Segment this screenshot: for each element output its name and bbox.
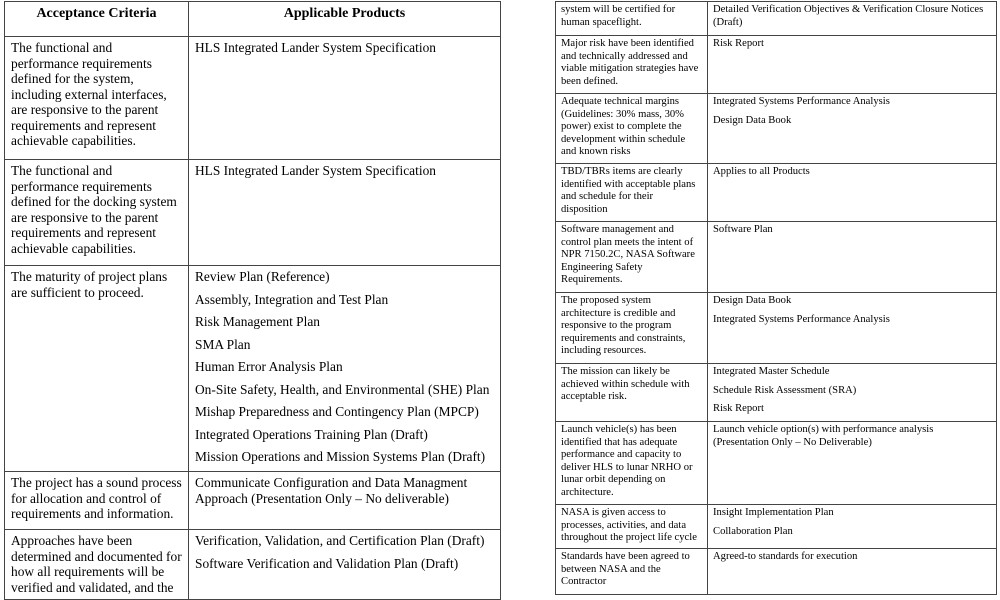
- table-row: [556, 164, 997, 222]
- right-criteria-table: [555, 1, 997, 595]
- table-row: [556, 293, 997, 364]
- product-item: Insight Implementation Plan: [713, 507, 834, 518]
- product-item: Mission Operations and Mission Systems Plan (Draft): [195, 449, 486, 464]
- products-cell: [708, 505, 997, 549]
- product-item: Assembly, Integration and Test Plan: [195, 291, 389, 307]
- products-cell: [189, 472, 501, 530]
- product-item: Human Error Analysis Plan: [195, 359, 343, 374]
- table-row: [556, 36, 997, 94]
- products-cell: [708, 422, 997, 505]
- product-item: Communicate Configuration and Data Managment Approach (Presentation Only – No deliverable): [195, 475, 468, 506]
- table-row: [556, 549, 997, 595]
- criteria-cell: Approaches have been determined and documented for how all requirements will be verified and validated, and the: [5, 530, 189, 600]
- criteria-cell: system will be certified for human spaceflight.: [556, 2, 708, 36]
- criteria-cell: The proposed system architecture is credible and responsive to the program requirements and constraints, including resources.: [556, 293, 708, 364]
- product-item: Mishap Preparedness and Contingency Plan (MPCP): [195, 404, 479, 419]
- product-item: HLS Integrated Lander System Specification: [195, 163, 436, 178]
- products-cell: [708, 549, 997, 595]
- products-cell: [189, 160, 501, 266]
- criteria-cell: The project has a sound process for allocation and control of requirements and information.: [5, 472, 189, 530]
- criteria-cell: NASA is given access to processes, activities, and data throughout the project life cycle: [556, 505, 708, 549]
- table-row: [556, 364, 997, 422]
- table-row: [556, 94, 997, 164]
- product-item: Integrated Operations Training Plan (Draft): [195, 426, 428, 442]
- product-item: Verification, Validation, and Certification Plan (Draft): [195, 533, 485, 548]
- criteria-cell: Software management and control plan meets the intent of NPR 7150.2C, NASA Software Engineering Safety Requirements.: [556, 222, 708, 293]
- criteria-cell: The mission can likely be achieved within schedule with acceptable risk.: [556, 364, 708, 422]
- product-item: Collaboration Plan: [713, 525, 793, 537]
- criteria-cell: Launch vehicle(s) has been identified that has adequate performance and capacity to deliver HLS to lunar NRHO or lunar orbit depending on architecture.: [556, 422, 708, 505]
- criteria-cell: TBD/TBRs items are clearly identified with acceptable plans and schedule for their disposition: [556, 164, 708, 222]
- criteria-cell: Standards have been agreed to between NASA and the Contractor: [556, 549, 708, 595]
- criteria-cell: The functional and performance requirements defined for the system, including external interfaces, are responsive to the parent requirements and represent achievable capabilities.: [5, 37, 189, 160]
- criteria-cell: Adequate technical margins (Guidelines: 30% mass, 30% power) exist to complete the development within schedule and known risks: [556, 94, 708, 164]
- table-row: [556, 505, 997, 549]
- product-item: Software Verification and Validation Plan (Draft): [195, 555, 459, 571]
- product-item: Integrated Master Schedule: [713, 366, 830, 377]
- product-item: Launch vehicle option(s) with performance analysis (Presentation Only – No Deliverable): [713, 424, 934, 448]
- criteria-cell: The functional and performance requirements defined for the docking system are responsive to the parent requirements and represent achievable capabilities.: [5, 160, 189, 266]
- product-item: Risk Report: [713, 38, 764, 49]
- product-item: Risk Management Plan: [195, 314, 320, 329]
- table-row: [5, 530, 501, 600]
- product-item: Integrated Systems Performance Analysis: [713, 96, 890, 107]
- table-row: [5, 160, 501, 266]
- product-item: HLS Integrated Lander System Specification: [195, 40, 436, 55]
- product-item: Software Plan: [713, 224, 773, 235]
- products-cell: [708, 164, 997, 222]
- table-row: [5, 472, 501, 530]
- products-cell: [189, 266, 501, 472]
- product-item: Design Data Book: [713, 114, 792, 126]
- product-item: Review Plan (Reference): [195, 269, 330, 284]
- products-cell: [708, 2, 997, 36]
- products-cell: [708, 293, 997, 364]
- products-cell: [708, 36, 997, 94]
- product-item: Agreed-to standards for execution: [713, 551, 858, 562]
- table-row: [556, 222, 997, 293]
- criteria-cell: The maturity of project plans are sufficient to proceed.: [5, 266, 189, 472]
- table-row: [556, 422, 997, 505]
- product-item: Applies to all Products: [713, 166, 810, 177]
- criteria-cell: Major risk have been identified and technically addressed and viable mitigation strategies have been defined.: [556, 36, 708, 94]
- table-row: [5, 266, 501, 472]
- product-item: Design Data Book: [713, 295, 792, 306]
- products-cell: [189, 37, 501, 160]
- header-acceptance-criteria: Acceptance Criteria: [5, 2, 189, 37]
- product-item: SMA Plan: [195, 336, 251, 352]
- product-item: Schedule Risk Assessment (SRA): [713, 384, 857, 396]
- table-row: [556, 2, 997, 36]
- left-criteria-table: [4, 1, 501, 600]
- products-cell: [708, 94, 997, 164]
- header-applicable-products: Applicable Products: [189, 2, 501, 37]
- products-cell: [189, 530, 501, 600]
- table-header-row: [5, 2, 501, 37]
- table-row: [5, 37, 501, 160]
- products-cell: [708, 222, 997, 293]
- product-item: Integrated Systems Performance Analysis: [713, 313, 890, 325]
- products-cell: [708, 364, 997, 422]
- product-item: On-Site Safety, Health, and Environmental (SHE) Plan: [195, 381, 490, 397]
- product-item: Detailed Verification Objectives & Verification Closure Notices (Draft): [713, 4, 984, 28]
- product-item: Risk Report: [713, 403, 764, 414]
